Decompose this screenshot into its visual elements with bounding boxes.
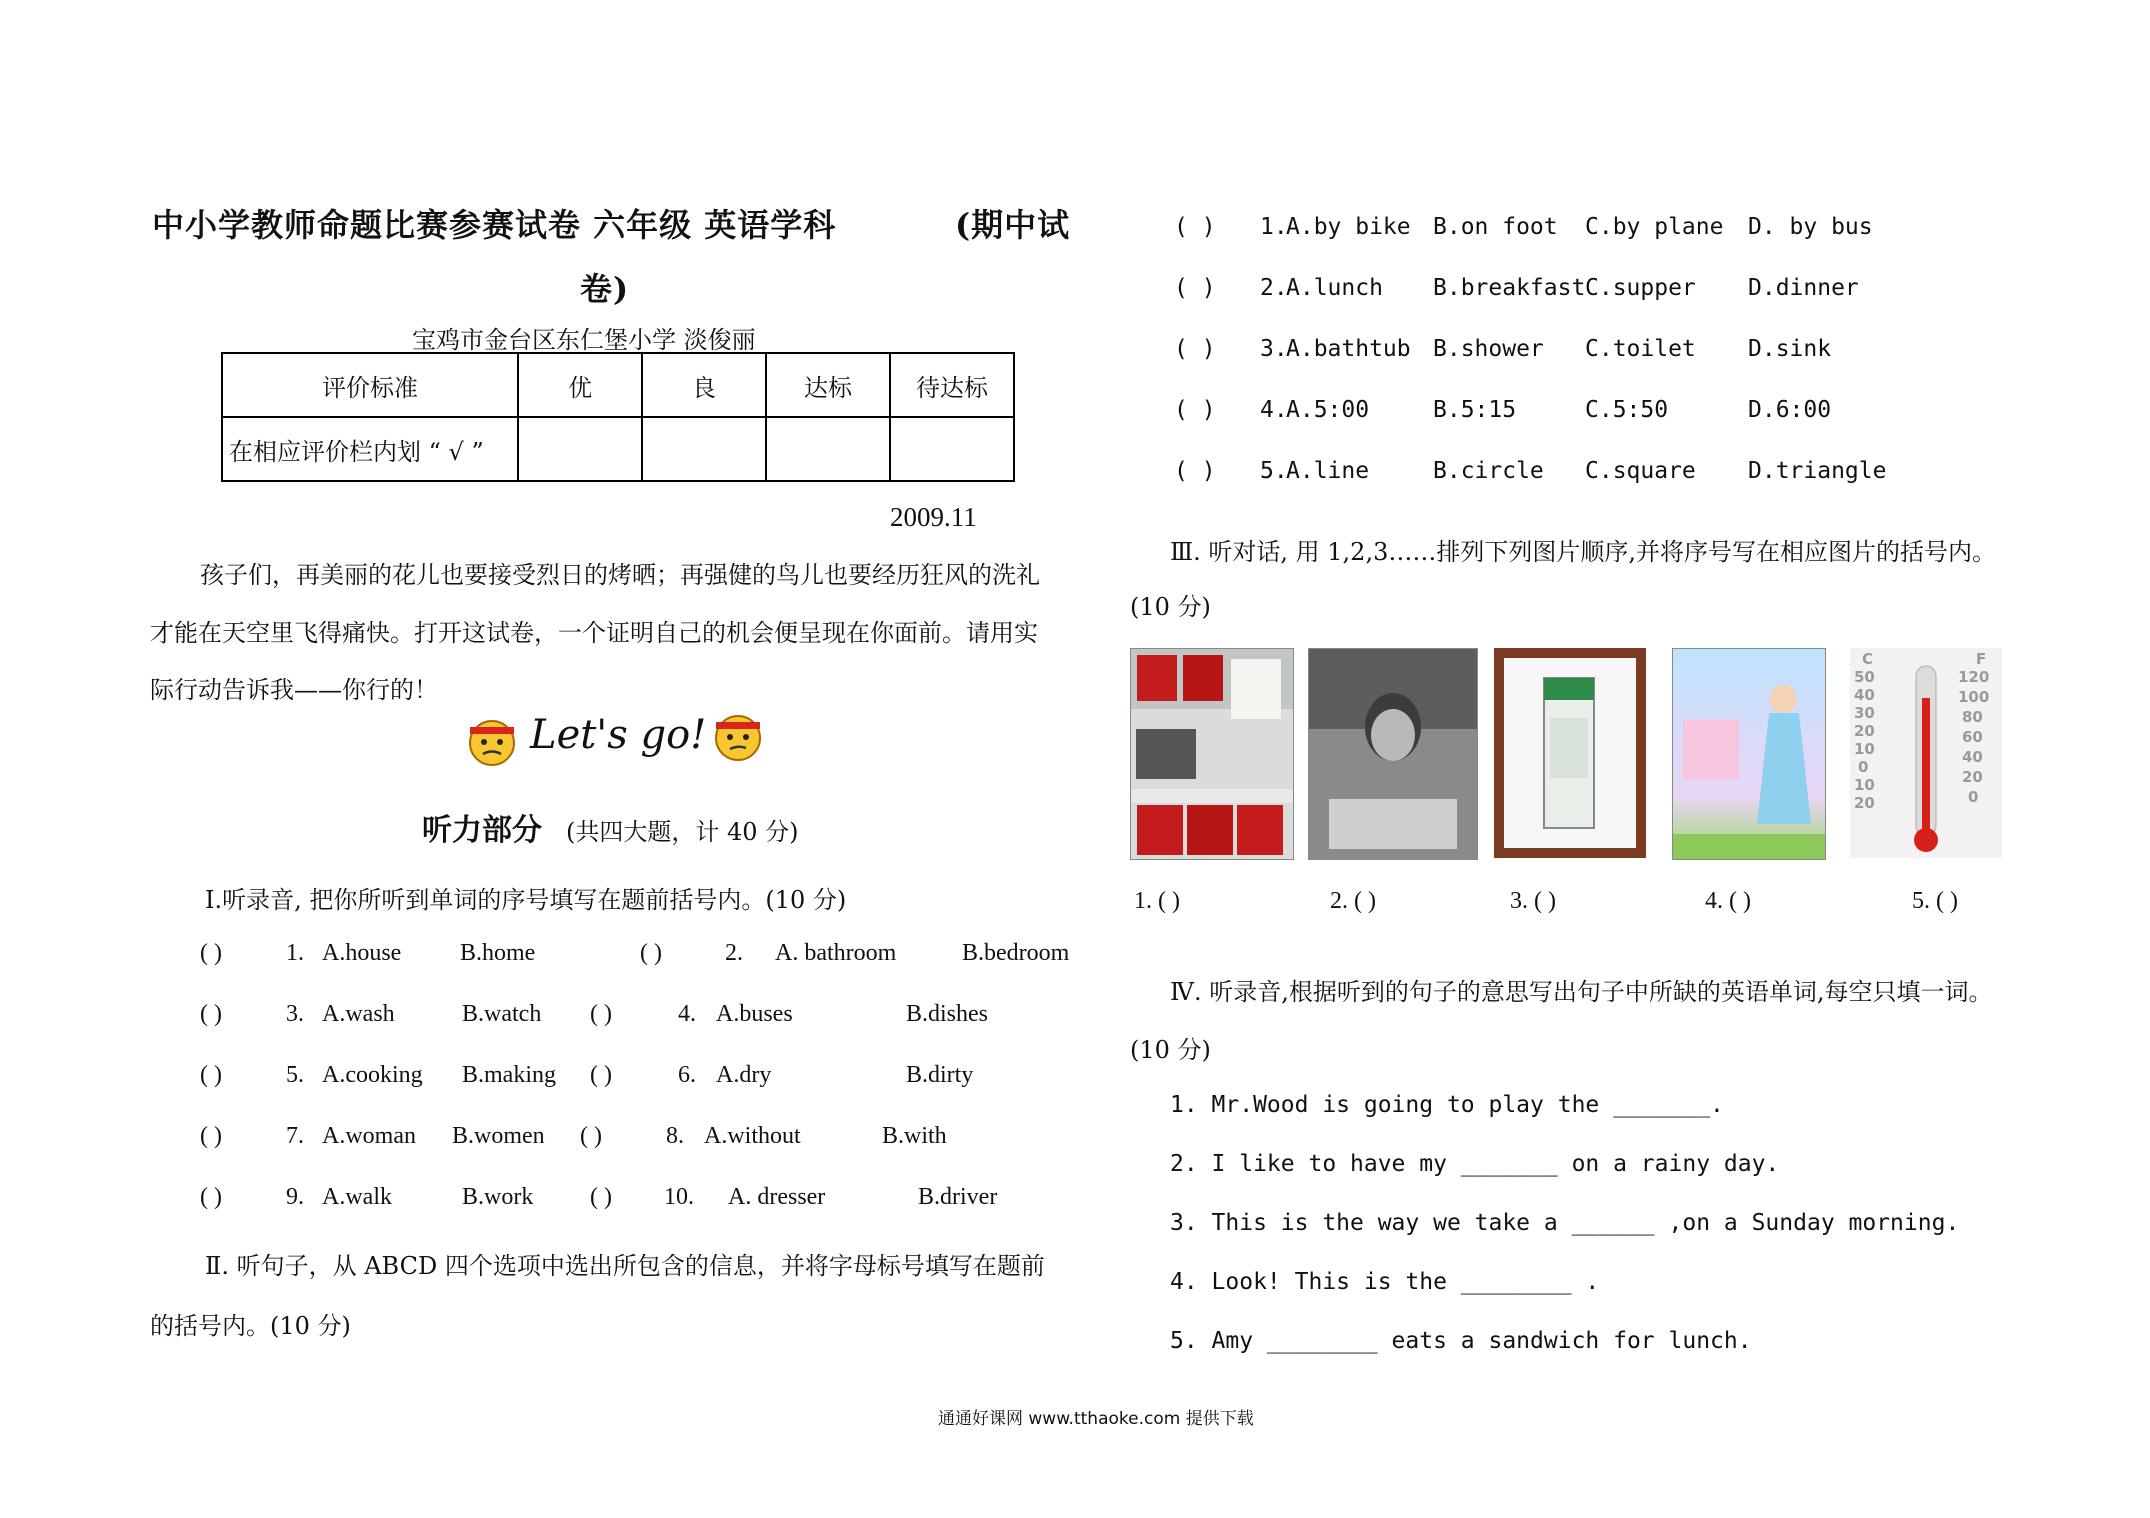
option-d: D.6:00 (1748, 397, 1832, 423)
option-b: B.breakfast (1433, 275, 1586, 301)
author-line: 宝鸡市金台区东仁堡小学 淡俊丽 (412, 326, 756, 354)
option-a: A.line (1286, 458, 1370, 484)
answer-paren[interactable]: ( ) (1174, 397, 1216, 423)
option-c: C.supper (1585, 275, 1696, 301)
option-c: C.square (1585, 458, 1696, 484)
option-d: D.triangle (1748, 458, 1887, 484)
eval-row-label: 在相应评价栏内划 “ √ ” (222, 417, 518, 481)
item-number: 3. (286, 1001, 304, 1027)
picture-answer-3[interactable]: 3. ( ) (1510, 888, 1556, 914)
picture-answer-1[interactable]: 1. ( ) (1134, 888, 1180, 914)
exam-title: 中小学教师命题比赛参赛试卷 六年级 英语学科 (152, 206, 837, 244)
fill-blank-sentence-1[interactable]: 1. Mr.Wood is going to play the _______. (1170, 1092, 1724, 1118)
ninja-smiley-icon-right (712, 710, 764, 762)
listening-heading-note: (共四大题，计 40 分) (566, 818, 799, 846)
option-a: A.5:00 (1286, 397, 1370, 423)
fill-blank-sentence-4[interactable]: 4. Look! This is the ________ . (1170, 1269, 1600, 1295)
option-a: A.bathtub (1286, 336, 1411, 362)
exam-title-paren: (期中试 (955, 206, 1071, 244)
listening-heading: 听力部分 (422, 813, 542, 848)
answer-paren[interactable]: ( ) (580, 1123, 602, 1149)
thermometer-c-tick: 30 (1854, 704, 1875, 722)
eval-cell-pending[interactable] (890, 417, 1014, 481)
option-d: D.sink (1748, 336, 1832, 362)
answer-paren[interactable]: ( ) (200, 1184, 222, 1210)
thermometer-c-tick: 20 (1854, 794, 1875, 812)
item-number: 6. (678, 1062, 696, 1088)
ninja-smiley-icon (466, 715, 518, 767)
answer-paren[interactable]: ( ) (200, 1062, 222, 1088)
item-number: 9. (286, 1184, 304, 1210)
part2-instruction-1: Ⅱ. 听句子，从 ABCD 四个选项中选出所包含的信息，并将字母标号填写在题前 (205, 1252, 1045, 1280)
answer-paren[interactable]: ( ) (200, 940, 222, 966)
eval-header-good: 良 (642, 353, 766, 417)
exam-title-line2: 卷) (580, 270, 630, 308)
option-b: B.5:15 (1433, 397, 1517, 423)
eval-cell-good[interactable] (642, 417, 766, 481)
option-b: B.watch (462, 1001, 542, 1027)
answer-paren[interactable]: ( ) (590, 1001, 612, 1027)
thermometer-fahrenheit-label: F (1976, 650, 1987, 668)
part4-instruction-1: Ⅳ. 听录音,根据听到的句子的意思写出句子中所缺的英语单词,每空只填一词。 (1170, 978, 1993, 1006)
thermometer-picture (1850, 648, 2002, 858)
option-a: A.lunch (1286, 275, 1383, 301)
picture-answer-2[interactable]: 2. ( ) (1330, 888, 1376, 914)
option-b: B.on foot (1433, 214, 1558, 240)
eval-header-pending: 待达标 (890, 353, 1014, 417)
thermometer-celsius-label: C (1862, 650, 1874, 668)
eval-cell-pass[interactable] (766, 417, 890, 481)
option-b: B.driver (918, 1184, 998, 1210)
eval-header-excellent: 优 (518, 353, 642, 417)
thermometer-f-tick: 60 (1962, 728, 1983, 746)
option-c: C.5:50 (1585, 397, 1669, 423)
option-b: B.making (462, 1062, 556, 1088)
part4-instruction-2: (10 分) (1130, 1036, 1211, 1064)
thermometer-c-tick: 40 (1854, 686, 1875, 704)
page-footer: 通通好课网 www.tthaoke.com 提供下载 (938, 1409, 1254, 1429)
exam-date: 2009.11 (890, 502, 977, 532)
thermometer-f-tick: 80 (1962, 708, 1983, 726)
answer-paren[interactable]: ( ) (200, 1001, 222, 1027)
thermometer-c-tick: 10 (1854, 776, 1875, 794)
item-number: 5. (286, 1062, 304, 1088)
option-a: A.walk (322, 1184, 392, 1210)
item-number: 8. (666, 1123, 684, 1149)
thermometer-c-tick: 0 (1858, 758, 1869, 776)
option-a: A.without (704, 1123, 801, 1149)
thermometer-f-tick: 100 (1958, 688, 1990, 706)
fill-blank-sentence-3[interactable]: 3. This is the way we take a ______ ,on a Sunday morning. (1170, 1210, 1960, 1236)
option-b: B.dirty (906, 1062, 974, 1088)
intro-line-1: 孩子们，再美丽的花儿也要接受烈日的烤晒；再强健的鸟儿也要经历狂风的洗礼 (200, 561, 1040, 589)
answer-paren[interactable]: ( ) (1174, 336, 1216, 362)
option-a: A. bathroom (775, 940, 897, 966)
girl-picture (1672, 648, 1826, 860)
thermometer-c-tick: 20 (1854, 722, 1875, 740)
option-b: B.work (462, 1184, 534, 1210)
item-number: 10. (664, 1184, 694, 1210)
picture-answer-4[interactable]: 4. ( ) (1705, 888, 1751, 914)
item-number: 2. (725, 940, 743, 966)
option-a: A. dresser (728, 1184, 826, 1210)
item-number: 1. (1260, 214, 1288, 240)
evaluation-table (221, 352, 1015, 482)
option-b: B.dishes (906, 1001, 989, 1027)
option-b: B.with (882, 1123, 947, 1149)
answer-paren[interactable]: ( ) (1174, 458, 1216, 484)
item-number: 2. (1260, 275, 1288, 301)
thermometer-f-tick: 40 (1962, 748, 1983, 766)
thermometer-f-tick: 20 (1962, 768, 1983, 786)
part2-instruction-2: 的括号内。(10 分) (150, 1312, 351, 1340)
option-a: A.buses (716, 1001, 793, 1027)
item-number: 7. (286, 1123, 304, 1149)
option-a: A.cooking (322, 1062, 423, 1088)
option-a: A.wash (322, 1001, 395, 1027)
evaluation-mark-row (222, 417, 1014, 481)
fill-blank-sentence-5[interactable]: 5. Amy ________ eats a sandwich for lunch. (1170, 1328, 1752, 1354)
option-d: D.dinner (1748, 275, 1859, 301)
item-number: 3. (1260, 336, 1288, 362)
option-b: B.shower (1433, 336, 1544, 362)
fill-blank-sentence-2[interactable]: 2. I like to have my _______ on a rainy day. (1170, 1151, 1780, 1177)
answer-paren[interactable]: ( ) (200, 1123, 222, 1149)
intro-line-2: 才能在天空里飞得痛快。打开这试卷，一个证明自己的机会便呈现在你面前。请用实 (150, 619, 1038, 647)
thermometer-c-tick: 50 (1854, 668, 1875, 686)
answer-paren[interactable]: ( ) (1174, 214, 1216, 240)
option-b: B.women (452, 1123, 545, 1149)
kitchen-picture (1130, 648, 1294, 860)
option-b: B.circle (1433, 458, 1544, 484)
eval-cell-excellent[interactable] (518, 417, 642, 481)
part3-instruction-1: Ⅲ. 听对话, 用 1,2,3……排列下列图片顺序,并将序号写在相应图片的括号内。 (1170, 538, 1996, 566)
part1-instruction: Ⅰ.听录音, 把你所听到单词的序号填写在题前括号内。(10 分) (205, 886, 847, 914)
item-number: 1. (286, 940, 304, 966)
item-number: 4. (1260, 397, 1288, 423)
option-a: A.house (322, 940, 402, 966)
answer-paren[interactable]: ( ) (590, 1184, 612, 1210)
intro-line-3: 际行动告诉我——你行的！ (150, 676, 438, 704)
option-a: A.dry (716, 1062, 772, 1088)
answer-paren[interactable]: ( ) (590, 1062, 612, 1088)
lets-go-text: Let's go! (530, 712, 707, 758)
option-a: A.by bike (1286, 214, 1411, 240)
option-b: B.home (460, 940, 536, 966)
eval-header-criteria: 评价标准 (222, 353, 518, 417)
shower-picture (1494, 648, 1646, 858)
part3-instruction-2: (10 分) (1130, 593, 1211, 621)
thermometer-c-tick: 10 (1854, 740, 1875, 758)
boy-picture (1308, 648, 1478, 860)
option-c: C.toilet (1585, 336, 1696, 362)
option-b: B.bedroom (962, 940, 1070, 966)
thermometer-f-tick: 0 (1968, 788, 1979, 806)
item-number: 4. (678, 1001, 696, 1027)
answer-paren[interactable]: ( ) (1174, 275, 1216, 301)
answer-paren[interactable]: ( ) (640, 940, 662, 966)
option-c: C.by plane (1585, 214, 1724, 240)
option-d: D. by bus (1748, 214, 1873, 240)
option-a: A.woman (322, 1123, 416, 1149)
evaluation-header-row (222, 353, 1014, 417)
thermometer-f-tick: 120 (1958, 668, 1990, 686)
eval-header-pass: 达标 (766, 353, 890, 417)
picture-answer-5[interactable]: 5. ( ) (1912, 888, 1958, 914)
item-number: 5. (1260, 458, 1288, 484)
